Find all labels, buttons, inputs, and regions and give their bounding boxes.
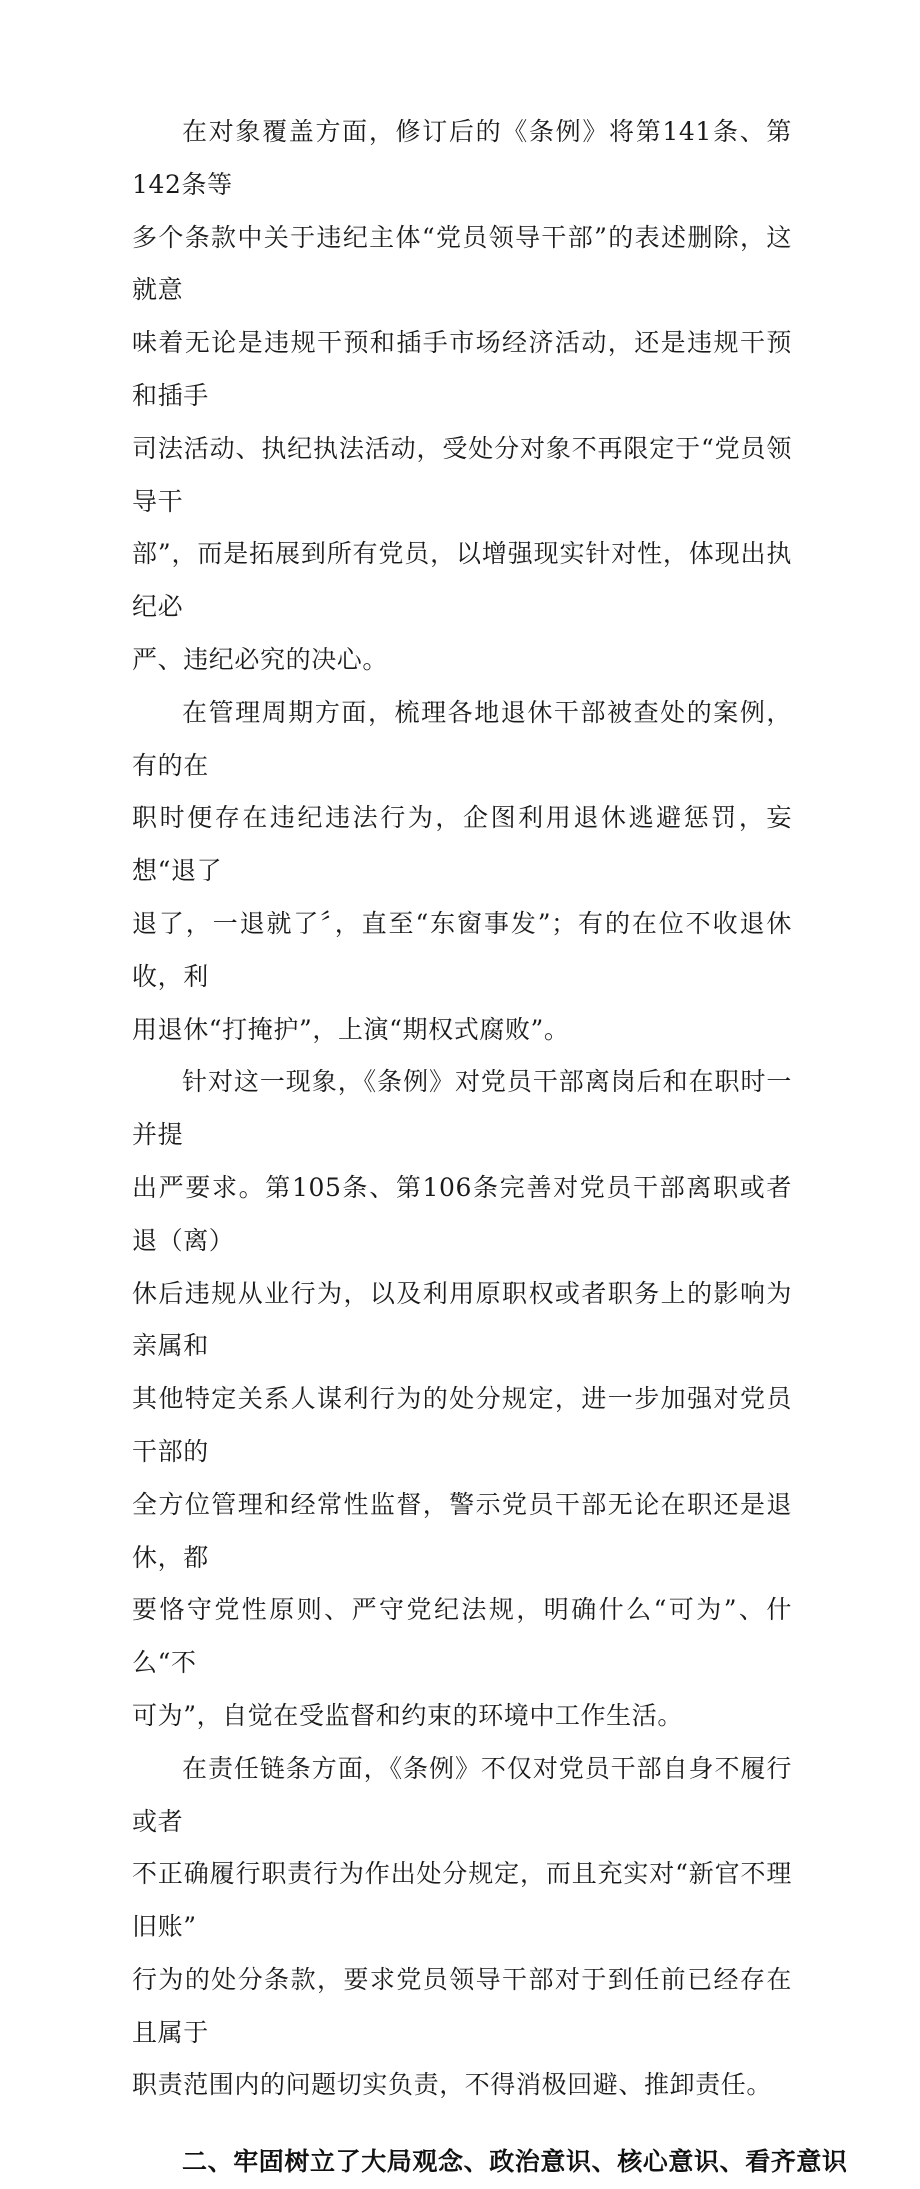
paragraph-requirements: 针对这一现象，《条例》对党员干部离岗后和在职时一并提 出严要求。第105条、第106条完善对党员干部离职或者退（离） 休后违规从业行为，以及利用原职权或者职务上的影响为亲属和 其他特定关系人谋利行为的处分规定，进一步加强对党员干部的 全方位管理和经常性监督，警示党员干部无论在职还是退休，都 要恪守党性原则、严守党纪法规，明确什么“可为”、什么“不 可为”，自觉在受监督和约束的环境中工作生活。 [132, 1067, 792, 1730]
paragraph-management-cycle: 在管理周期方面，梳理各地退休干部被查处的案例，有的在 职时便存在违纪违法行为，企图利用退休逃避惩罚，妄想“退了 退了，一退就了〞，直至“东窗事发”；有的在位不收退休收，利 用退休“打掩护”，上演“期权式腐败”。 [132, 697, 792, 1044]
paragraph-object-coverage: 在对象覆盖方面，修订后的《条例》将第141条、第142条等 多个条款中关于违纪主体“党员领导干部”的表述删除，这就意 味着无论是违规干预和插手市场经济活动，还是违规干预和插手 司法活动、执纪执法活动，受处分对象不再限定于“党员领导干 部”，而是拓展到所有党员，以增强现实针对性，体现出执纪必 严、违纪必究的决心。 [132, 117, 792, 674]
document-body [132, 106, 848, 2189]
section-heading: 二、牢固树立了大局观念、政治意识、核心意识、看齐意识 [182, 2147, 848, 2177]
paragraph-responsibility-chain: 在责任链条方面，《条例》不仅对党员干部自身不履行或者 不正确履行职责行为作出处分规定，而且充实对“新官不理旧账” 行为的处分条款，要求党员领导干部对于到任前已经存在且属于 职责范围内的问题切实负责，不得消极回避、推卸责任。 [132, 1753, 792, 2100]
